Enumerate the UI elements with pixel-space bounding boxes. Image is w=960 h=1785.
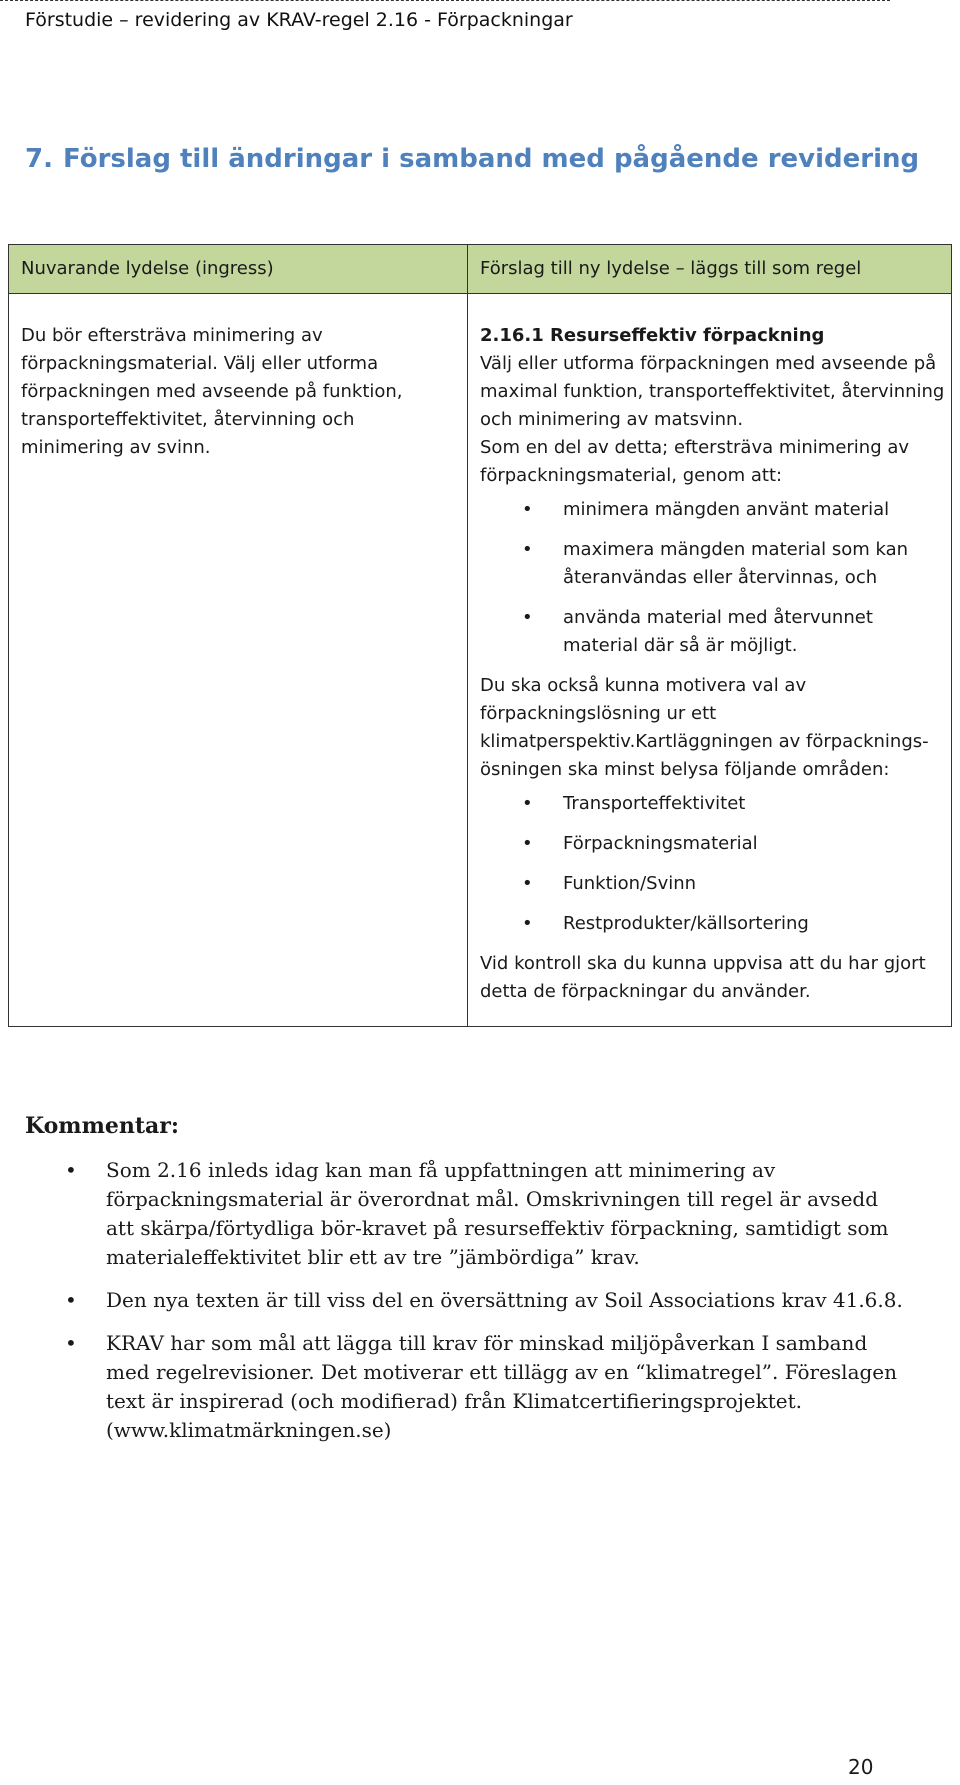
section-title: Förslag till ändringar i samband med pågående revidering [63, 144, 920, 174]
list-item: • använda material med återvunnet material där så är möjligt. [480, 604, 945, 660]
proposal-paragraph-2: Som en del av detta; eftersträva minimering av förpackningsmaterial, genom att: [480, 437, 910, 486]
revision-table [8, 244, 952, 1027]
proposal-paragraph-3: Du ska också kunna motivera val av förpackningslösning ur ett klimatperspektiv.Kartläggningen av förpacknings-ösningen ska minst belysa följande områden: [480, 675, 929, 780]
bullet-icon: • [522, 607, 533, 628]
bullet-icon: • [65, 1158, 77, 1182]
column-header-current: Nuvarande lydelse (ingress) [9, 245, 468, 294]
bullet-icon: • [522, 873, 533, 894]
list-item: • Restprodukter/källsortering [480, 910, 945, 938]
current-text: Du bör eftersträva minimering av förpackningsmaterial. Välj eller utforma förpackningen med avseende på funktion, transporteffektivitet, återvinning och minimering av svinn. [21, 325, 403, 458]
bullet-icon: • [522, 833, 533, 854]
list-item: • minimera mängden använt material [480, 496, 945, 524]
section-heading [25, 144, 919, 174]
bullet-icon: • [522, 793, 533, 814]
list-item: • Transporteffektivitet [480, 790, 945, 818]
list-item: • Den nya texten är till viss del en översättning av Soil Associations krav 41.6.8. [25, 1286, 905, 1315]
proposal-text-cell [468, 294, 952, 1027]
list-item: • Funktion/Svinn [480, 870, 945, 898]
section-number: 7. [25, 144, 53, 174]
bullet-icon: • [65, 1331, 77, 1355]
proposal-paragraph-1: Välj eller utforma förpackningen med avseende på maximal funktion, transporteffektivitet, återvinning och minimering av matsvinn. [480, 353, 945, 430]
list-item: • Som 2.16 inleds idag kan man få uppfattningen att minimering av förpackningsmaterial är överordnat mål. Omskrivningen till regel är avsedd att skärpa/förtydliga bör-kravet på resurseffektiv förpackning, samtidigt som materialeffektivitet blir ett av tre ”jämbördiga” krav. [65, 1158, 889, 1269]
list-item: • KRAV har som mål att lägga till krav för minskad miljöpåverkan I samband med regelrevisioner. Det motiverar ett tillägg av en “klimatregel”. Föreslagen text är inspirerad (och modifierad) från Klimatcertifieringsprojektet. (www.klimatmärkningen.se) [65, 1331, 898, 1442]
bullet-icon: • [522, 539, 533, 560]
running-header: Förstudie – revidering av KRAV-regel 2.16 - Förpackningar [25, 9, 573, 31]
proposal-paragraph-4: Vid kontroll ska du kunna uppvisa att du har gjort detta de förpackningar du använder. [480, 953, 926, 1002]
list-item: • Förpackningsmaterial [480, 830, 945, 858]
bullet-icon: • [522, 913, 533, 934]
current-text-cell [9, 294, 468, 1027]
rule-title: 2.16.1 Resurseffektiv förpackning [480, 325, 825, 346]
table-header-row [9, 245, 952, 294]
areas-list [480, 790, 945, 938]
comment-heading: Kommentar: [25, 1113, 179, 1139]
table-row [9, 294, 952, 1027]
column-header-proposal: Förslag till ny lydelse – läggs till som regel [468, 245, 952, 294]
bullet-icon: • [522, 499, 533, 520]
header-rule [0, 0, 890, 1]
material-list [480, 496, 945, 660]
page-number: 20 [848, 1755, 874, 1779]
list-item: • maximera mängden material som kan återanvändas eller återvinnas, och [480, 536, 945, 592]
bullet-icon: • [65, 1288, 77, 1312]
comment-list [25, 1156, 905, 1459]
